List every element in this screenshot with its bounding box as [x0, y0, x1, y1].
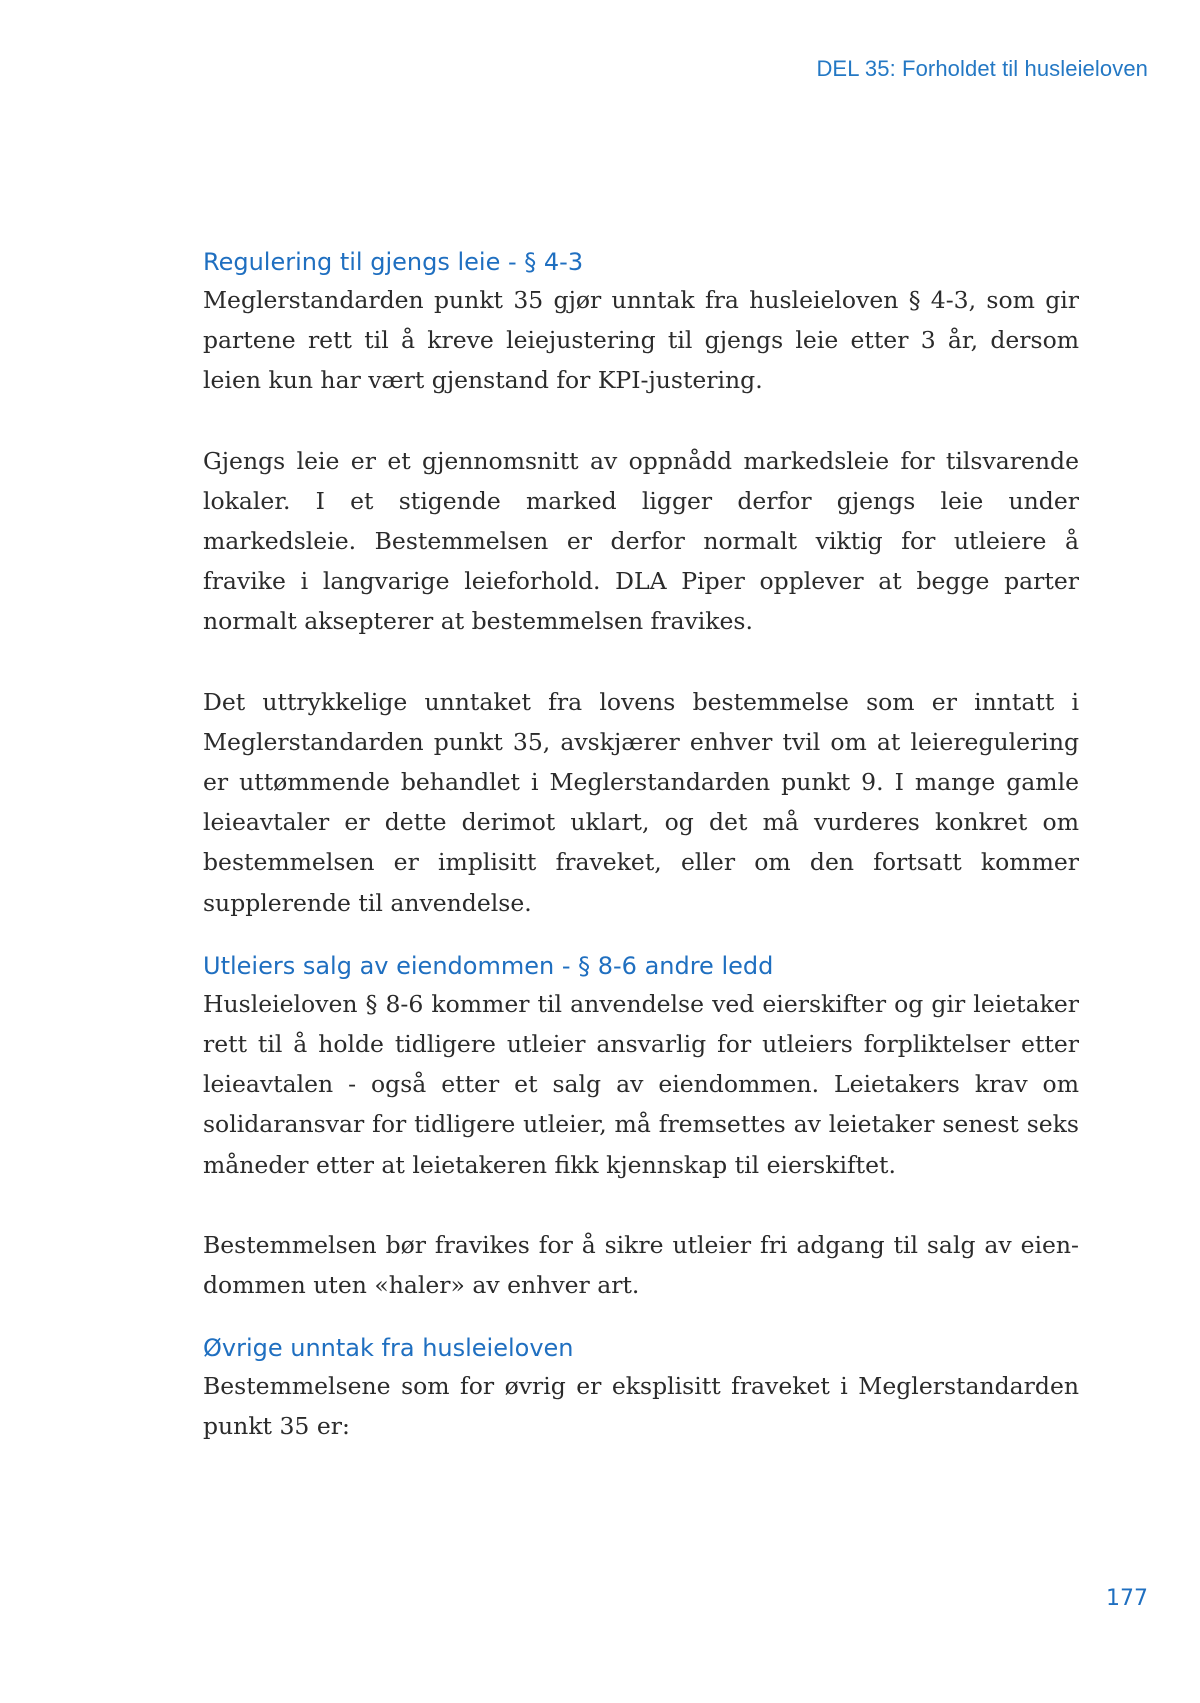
- paragraph-gap: [203, 642, 1079, 682]
- section-heading-gjengs-leie: Regulering til gjengs leie - § 4-3: [203, 248, 584, 276]
- paragraph-gap: [203, 401, 1079, 441]
- paragraph: Bestemmelsene som for øvrig er eksplisitt fraveket i Meglerstandarden punkt 35 er:: [203, 1372, 1079, 1441]
- page-number: 177: [1106, 1586, 1148, 1611]
- section-gap: [203, 1305, 1079, 1330]
- paragraph: Meglerstandarden punkt 35 gjør unntak fra husleieloven § 4-3, som gir partene rett til å kreve leiejustering til gjengs leie etter 3 år, dersom leien kun har vært gjenstand for KPI-justering.: [203, 286, 1079, 395]
- section-heading-utleiers-salg: Utleiers salg av eiendommen - § 8-6 andre ledd: [203, 951, 774, 980]
- section-heading-ovrige-unntak: Øvrige unntak fra husleieloven: [203, 1334, 574, 1363]
- paragraph: Det uttrykkelige unntaket fra lovens bestemmelse som er inntatt i Meglerstandarden punkt 35, avskjærer enhver tvil om at leieregulering er uttømmende behandlet i Meglerstandarden punkt 9. I mange gamle leieavtaler er dette derimot uklart, og det må vurderes konkret om bestemmelsen er implisitt fraveket, eller om den fortsatt kommer supplerende til anvendelse.: [203, 687, 1079, 917]
- paragraph-gap: [203, 1185, 1079, 1225]
- section-gap: [203, 923, 1079, 948]
- paragraph: Husleieloven § 8-6 kommer til anvendelse ved eierskifter og gir leietaker rett til å holde tidligere utleier ansvarlig for utleiers forpliktelser etter leieavtalen - også etter et salg av eiendommen. Leietakers krav om solidaransvar for tidligere utleier, må fremsettes av leietaker senest seks måneder etter at leietakeren fikk kjennskap til eierskiftet.: [203, 989, 1079, 1179]
- paragraph: Bestemmelsen bør fravikes for å sikre utleier fri adgang til salg av eiendommen uten «haler» av enhver art.: [203, 1230, 1079, 1300]
- page-content: [203, 244, 1079, 1447]
- running-header-title: DEL 35: Forholdet til husleieloven: [816, 56, 1148, 81]
- paragraph: Gjengs leie er et gjennomsnitt av oppnådd markedsleie for tilsvarende lokaler. I et stigende marked ligger derfor gjengs leie under markedsleie. Bestemmelsen er derfor normalt viktig for utleiere å fravike i langvarige leieforhold. DLA Piper opplever at begge parter normalt aksepterer at bestemmelsen fravikes.: [203, 446, 1079, 636]
